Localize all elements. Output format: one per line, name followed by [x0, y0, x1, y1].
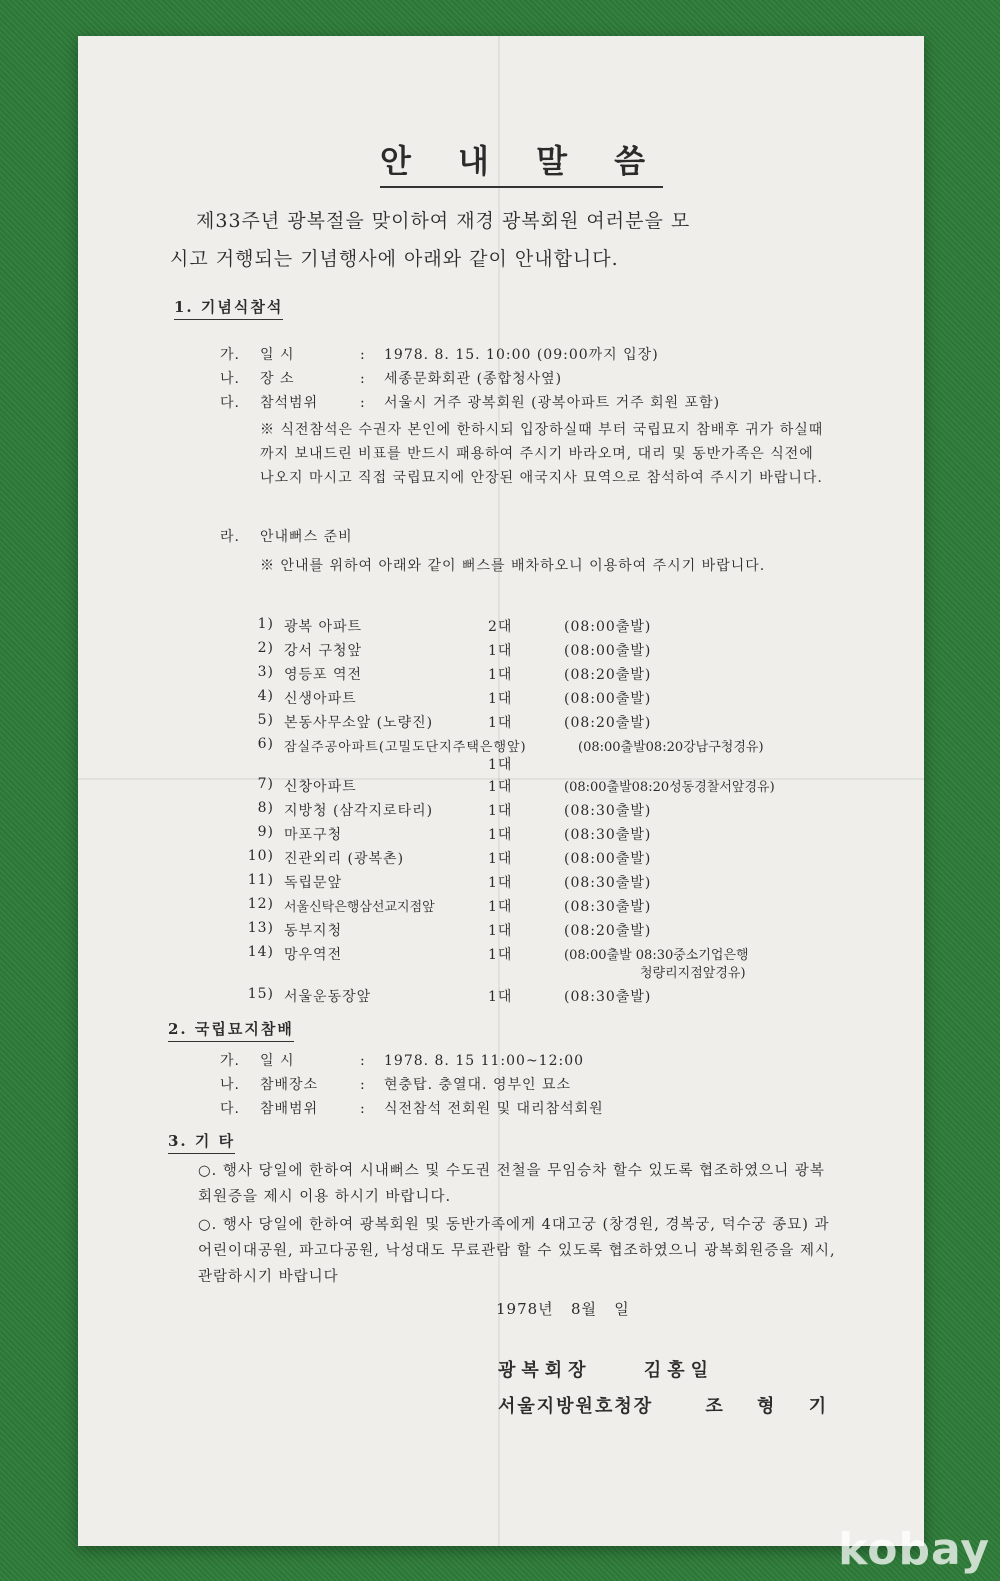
section-1-heading: 1. 기념식참석 — [174, 296, 283, 320]
misc-item-palaces: ○. 행사 당일에 한하여 광복회원 및 동반가족에게 4대고궁 (창경원, 경복궁, 덕수궁 종묘) 과 어린이대공원, 파고다공원, 낙성대도 무료관람 할 수 있도록 협조하였으니 광복회원증을 제시, 관람하시기 바랍니다 — [198, 1217, 836, 1285]
bus-row: 2) 강서 구청앞 1대 (08:00출발) — [257, 640, 652, 659]
bus-row: 5) 본동사무소앞 (노량진) 1대 (08:20출발) — [257, 712, 652, 731]
section-1-row-place: 나. 장 소 : 세종문화회관 (종합청사옆) — [220, 371, 563, 387]
signer-2-name: 조 형 기 — [705, 1396, 841, 1417]
bus-row: 11) 독립문앞 1대 (08:30출발) — [247, 872, 652, 891]
bus-note: ※ 안내를 위하여 아래와 같이 뻐스를 배차하오니 이용하여 주시기 바랍니다. — [260, 558, 766, 574]
section-1-row-scope: 다. 참석범위 : 서울시 거주 광복회원 (광복아파트 거주 회원 포함) — [220, 395, 721, 411]
bus-row: 6) 잠실주공아파트(고밀도단지주택은행앞) 1대 (08:00출발08:20강남구청경유) — [257, 736, 764, 773]
bus-row: 14) 망우역전 1대 (08:00출발 08:30중소기업은행 청량리지점앞경유) — [247, 944, 749, 981]
section-3-heading: 3. 기 타 — [168, 1130, 235, 1154]
signer-2 — [498, 1392, 840, 1418]
signer-1-role: 광복회장 — [498, 1360, 592, 1381]
bus-row: 15) 서울운동장앞 1대 (08:30출발) — [247, 986, 652, 1005]
bus-row: 7) 신창아파트 1대 (08:00출발08:20성동경찰서앞경유) — [257, 776, 775, 795]
misc-item-transit: ○. 행사 당일에 한하여 시내뻐스 및 수도권 전철을 무임승차 할수 있도록 협조하였으니 광복회원증을 제시 이용 하시기 바랍니다. — [198, 1163, 825, 1205]
document-date: 1978년 8월 일 — [496, 1300, 630, 1318]
document-paper — [78, 36, 924, 1546]
section-2-row-date: 가. 일 시 : 1978. 8. 15 11:00~12:00 — [220, 1053, 585, 1069]
bus-row: 13) 동부지청 1대 (08:20출발) — [247, 920, 652, 939]
signer-1-name: 김홍일 — [643, 1360, 715, 1381]
kobay-watermark: kobay — [838, 1524, 990, 1575]
document-title: 안 내 말 씀 — [380, 136, 663, 188]
intro-line-1: 제33주년 광복절을 맞이하여 재경 광복회원 여러분을 모 — [196, 210, 691, 232]
bus-row: 9) 마포구청 1대 (08:30출발) — [257, 824, 652, 843]
section-2-row-scope: 다. 참배범위 : 식전참석 전회원 및 대리참석회원 — [220, 1101, 604, 1117]
signer-2-role: 서울지방원호청장 — [498, 1396, 654, 1417]
section-1-row-date: 가. 일 시 : 1978. 8. 15. 10:00 (09:00까지 입장) — [220, 347, 659, 363]
bus-row: 1) 광복 아파트 2대 (08:00출발) — [257, 616, 652, 635]
bus-row: 10) 진관외리 (광복촌) 1대 (08:00출발) — [247, 848, 652, 867]
bus-row: 8) 지방청 (삼각지로타리) 1대 (08:30출발) — [257, 800, 652, 819]
intro-line-2: 시고 거행되는 기념행사에 아래와 같이 안내합니다. — [170, 248, 619, 270]
bus-row: 3) 영등포 역전 1대 (08:20출발) — [257, 664, 652, 683]
section-1-note: ※ 식전참석은 수권자 본인에 한하시되 입장하실때 부터 국립묘지 참배후 귀가 하실때까지 보내드린 비표를 반드시 패용하여 주시기 바라오며, 대리 및 동반가족은 식전에 나오지 마시고 직접 국립묘지에 안장된 애국지사 묘역으로 참석하여 주시기 바랍니다. — [260, 422, 824, 486]
section-2-row-place: 나. 참배장소 : 현충탑. 충열대. 영부인 묘소 — [220, 1077, 572, 1093]
signer-1 — [498, 1356, 714, 1382]
bus-row: 12) 서울신탁은행삼선교지점앞 1대 (08:30출발) — [247, 896, 652, 915]
section-2-heading: 2. 국립묘지참배 — [168, 1018, 294, 1042]
bus-row: 4) 신생아파트 1대 (08:00출발) — [257, 688, 652, 707]
bus-heading: 라. 안내뻐스 준비 — [220, 529, 353, 545]
